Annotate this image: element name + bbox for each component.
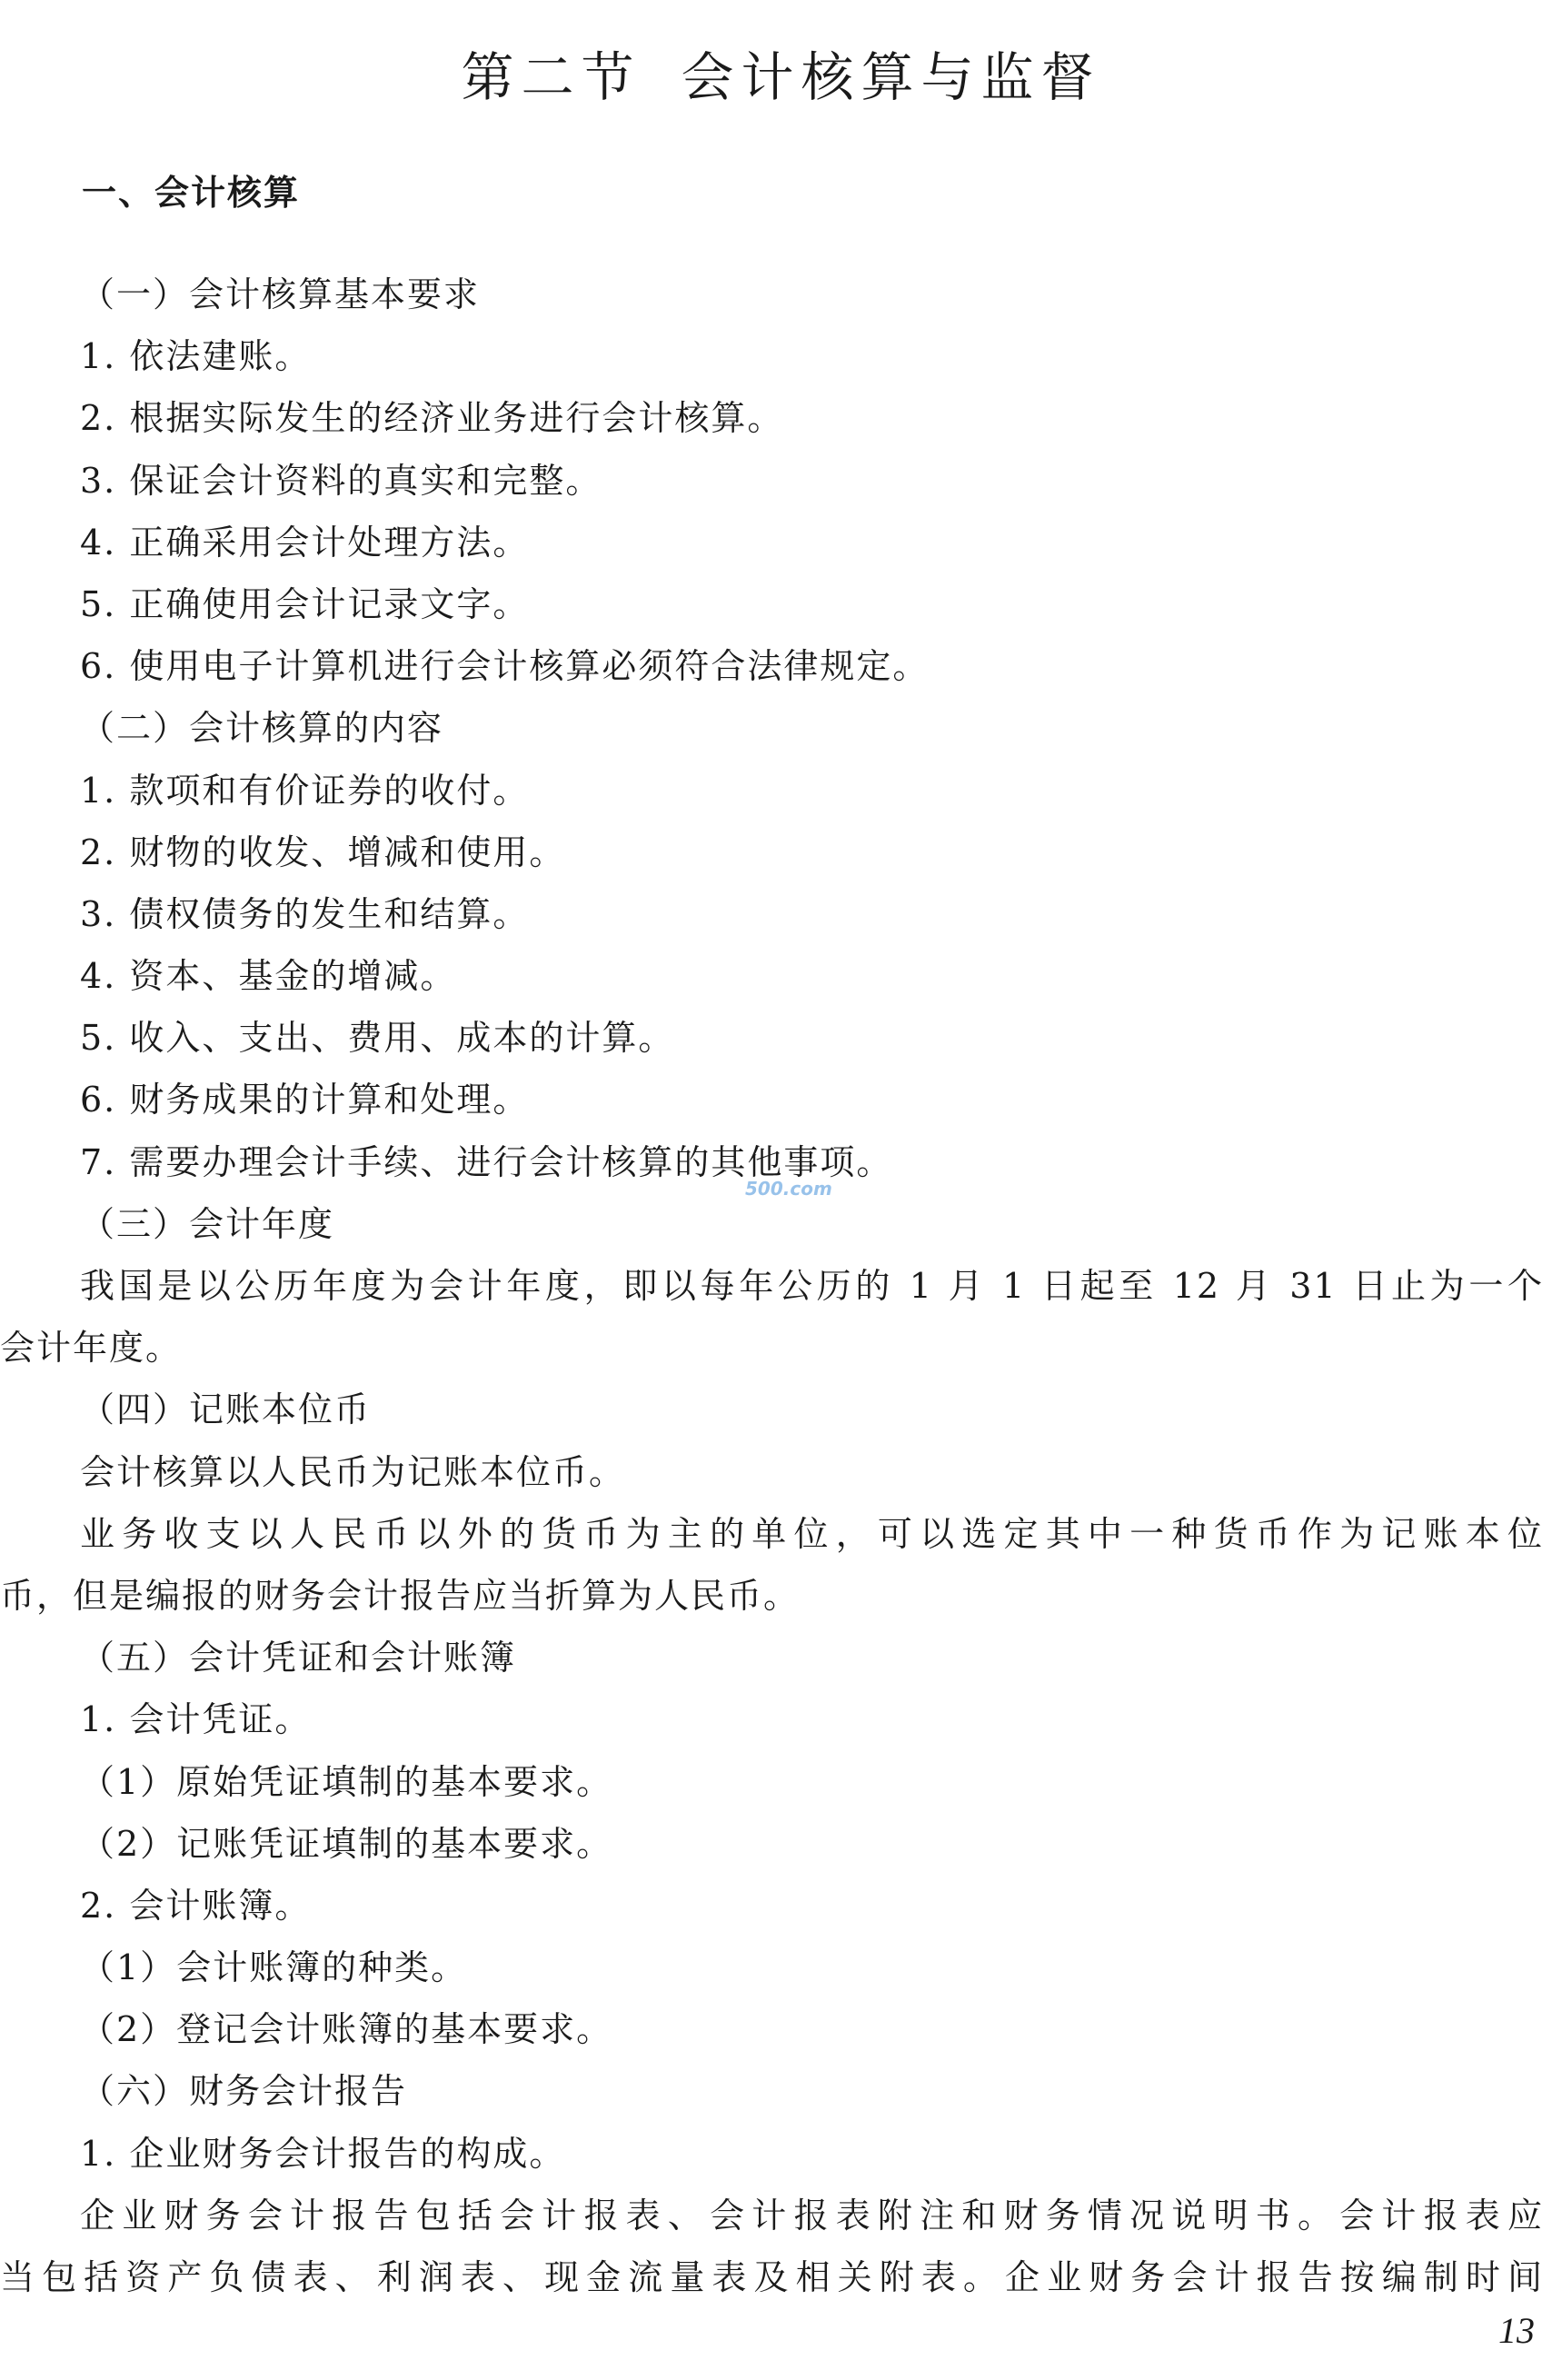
text-line: 5. 收入、支出、费用、成本的计算。 [80,1018,675,1059]
text-line: （五）会计凭证和会计账簿 [80,1638,517,1678]
text-line: 会计核算以人民币为记账本位币。 [80,1451,626,1492]
body-text [0,264,1562,2308]
text-line: 2. 财物的收发、增减和使用。 [80,832,566,872]
title-section-number: 第二节 [461,46,642,108]
title-section-name: 会计核算与监督 [681,46,1101,108]
text-line: 6. 使用电子计算机进行会计核算必须符合法律规定。 [80,646,930,687]
text-line: （四）记账本位币 [80,1389,372,1430]
text-line: 6. 财务成果的计算和处理。 [80,1080,530,1120]
text-line: （1）原始凭证填制的基本要求。 [80,1761,613,1802]
page-number: 13 [1498,2310,1535,2351]
watermark-logo: 500.com [745,1178,832,1200]
text-line: 1. 款项和有价证券的收付。 [80,770,530,811]
text-line: 企业财务会计报告包括会计报表、会计报表附注和财务情况说明书。会计报表应 [80,2195,1544,2236]
text-line: （2）登记会计账簿的基本要求。 [80,2009,613,2050]
text-line: 2. 会计账簿。 [80,1885,312,1926]
text-line: 我国是以公历年度为会计年度，即以每年公历的 1 月 1 日起至 12 月 31 日止为一个 [80,1266,1544,1306]
text-line: （一）会计核算基本要求 [80,274,481,314]
text-line: 3. 保证会计资料的真实和完整。 [80,460,602,501]
text-line: 1. 依法建账。 [80,336,312,377]
text-line: 会计年度。 [0,1328,183,1369]
section-heading: 一、会计核算 [82,173,301,213]
text-line: 4. 资本、基金的增减。 [80,956,457,997]
page-title [0,36,1562,118]
text-line: （三）会计年度 [80,1203,335,1244]
text-line: 当包括资产负债表、利润表、现金流量表及相关附表。企业财务会计报告按编制时间 [0,2257,1544,2297]
text-line: 3. 债权债务的发生和结算。 [80,893,530,934]
text-line: （六）财务会计报告 [80,2071,408,2112]
text-line: 2. 根据实际发生的经济业务进行会计核算。 [80,398,784,439]
text-line: 币，但是编报的财务会计报告应当折算为人民币。 [0,1575,801,1616]
text-line: （1）会计账簿的种类。 [80,1947,468,1988]
text-line: 1. 企业财务会计报告的构成。 [80,2133,566,2174]
text-line: 1. 会计凭证。 [80,1699,312,1740]
text-line: （二）会计核算的内容 [80,708,444,749]
text-line: （2）记账凭证填制的基本要求。 [80,1823,613,1864]
text-line: 业务收支以人民币以外的货币为主的单位，可以选定其中一种货币作为记账本位 [80,1513,1544,1554]
text-line: 7. 需要办理会计手续、进行会计核算的其他事项。 [80,1141,893,1182]
text-line: 5. 正确使用会计记录文字。 [80,583,530,624]
text-line: 4. 正确采用会计处理方法。 [80,522,530,563]
